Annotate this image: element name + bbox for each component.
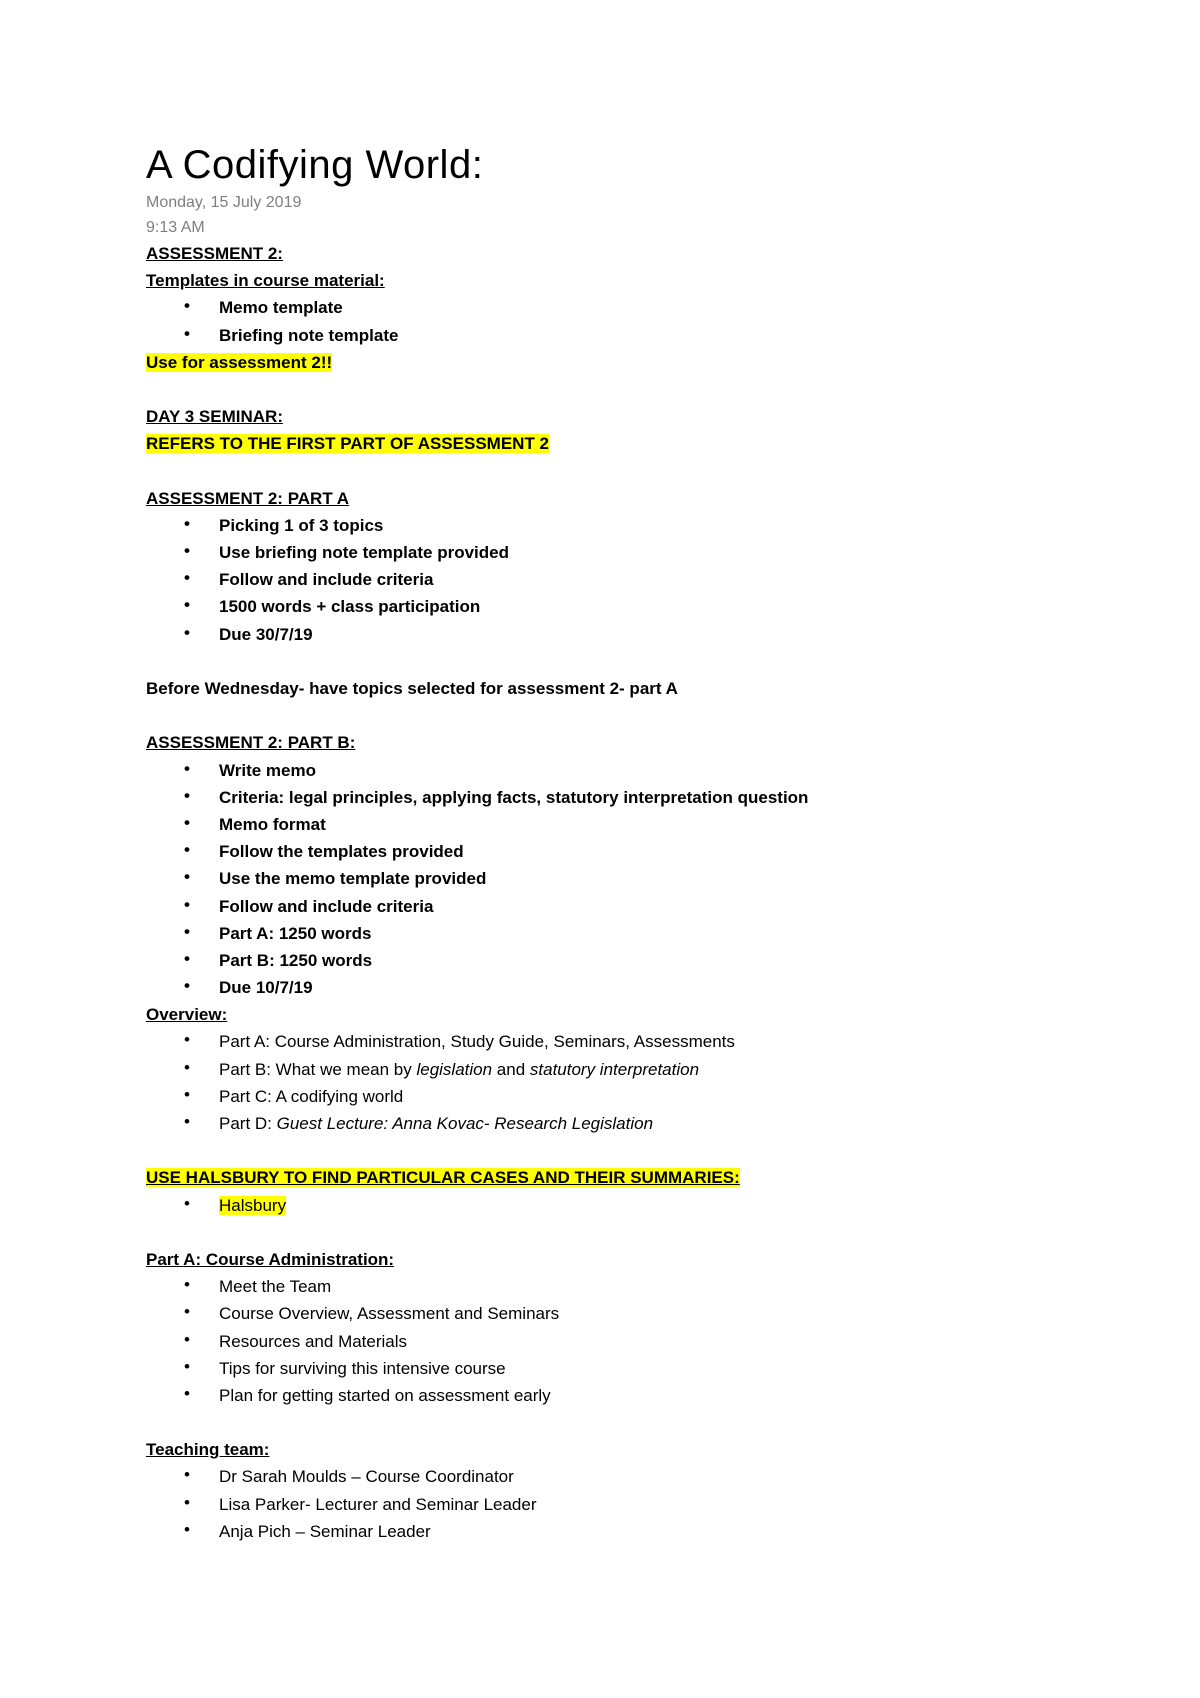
- list-item: • Follow and include criteria: [184, 894, 434, 916]
- list-item: • Use the memo template provided: [184, 867, 487, 889]
- part-b-list: [146, 757, 1146, 1002]
- course-admin-list: [146, 1273, 1146, 1409]
- spacer: [146, 1219, 1146, 1246]
- list-item: • Meet the Team: [184, 1275, 332, 1297]
- note-page: [146, 140, 1146, 1545]
- bullet-icon: •: [184, 568, 190, 588]
- bullet-icon: •: [184, 622, 190, 642]
- bullet-icon: •: [184, 1193, 190, 1213]
- bullet-icon: •: [184, 1030, 190, 1050]
- list-item: • Resources and Materials: [184, 1329, 408, 1351]
- list-item: • Criteria: legal principles, applying facts, statutory interpretation question: [184, 785, 809, 807]
- bullet-icon: •: [184, 812, 190, 832]
- bullet-icon: •: [184, 1492, 190, 1512]
- bullet-icon: •: [184, 1465, 190, 1485]
- templates-heading: Templates in course material:: [146, 271, 385, 291]
- teaching-team-list: [146, 1463, 1146, 1545]
- list-item: • Due 30/7/19: [184, 622, 313, 644]
- bullet-icon: •: [184, 1112, 190, 1131]
- bullet-icon: •: [184, 1356, 190, 1376]
- part-a-heading: ASSESSMENT 2: PART A: [146, 488, 350, 508]
- list-item: • Part B: What we mean by legislation and statutory interpretation: [184, 1057, 700, 1079]
- spacer: [146, 1137, 1146, 1164]
- list-item: • Course Overview, Assessment and Seminars: [184, 1302, 560, 1324]
- spacer: [146, 1409, 1146, 1436]
- note-date: Monday, 15 July 2019: [146, 194, 302, 211]
- spacer: [146, 376, 1146, 403]
- bullet-icon: •: [184, 1084, 190, 1104]
- overview-list: [146, 1028, 1146, 1137]
- bullet-icon: •: [184, 785, 190, 805]
- spacer: [146, 458, 1146, 485]
- list-item: • Memo format: [184, 812, 326, 834]
- bullet-icon: •: [184, 976, 190, 996]
- list-item: • Briefing note template: [184, 323, 399, 345]
- bullet-icon: •: [184, 541, 190, 561]
- spacer: [146, 702, 1146, 729]
- bullet-icon: •: [184, 867, 190, 887]
- assessment-2-heading: ASSESSMENT 2:: [146, 244, 283, 263]
- bullet-icon: •: [184, 296, 190, 316]
- list-item: • Tips for surviving this intensive course: [184, 1356, 506, 1378]
- bullet-icon: •: [184, 1383, 190, 1403]
- bullet-icon: •: [184, 840, 190, 860]
- list-item: • Write memo: [184, 758, 316, 780]
- bullet-icon: •: [184, 1302, 190, 1322]
- list-item: • Lisa Parker- Lecturer and Seminar Leader: [184, 1492, 537, 1514]
- bullet-icon: •: [184, 1057, 190, 1077]
- list-item: • Halsbury: [184, 1193, 287, 1215]
- list-item: • Part B: 1250 words: [184, 948, 373, 970]
- list-item: • Follow and include criteria: [184, 568, 434, 590]
- teaching-team-heading: Teaching team:: [146, 1440, 270, 1460]
- list-item: • Use briefing note template provided: [184, 541, 509, 563]
- list-item: • Follow the templates provided: [184, 840, 464, 862]
- bullet-icon: •: [184, 1519, 190, 1539]
- note-time: 9:13 AM: [146, 219, 205, 236]
- part-a-list: [146, 512, 1146, 648]
- bullet-icon: •: [184, 1275, 190, 1295]
- templates-list: [146, 294, 1146, 348]
- list-item: • Plan for getting started on assessment early: [184, 1383, 551, 1405]
- list-item: • Part D: Guest Lecture: Anna Kovac- Research Legislation: [184, 1112, 654, 1133]
- part-a-note: Before Wednesday- have topics selected for assessment 2- part A: [146, 679, 678, 698]
- list-item: • Part A: Course Administration, Study Guide, Seminars, Assessments: [184, 1030, 735, 1052]
- list-item: • Picking 1 of 3 topics: [184, 513, 384, 535]
- halsbury-list: [146, 1192, 1146, 1219]
- list-item: • Memo template: [184, 296, 343, 318]
- bullet-icon: •: [184, 894, 190, 914]
- bullet-icon: •: [184, 513, 190, 533]
- list-item: • Due 10/7/19: [184, 976, 313, 998]
- bullet-icon: •: [184, 595, 190, 615]
- bullet-icon: •: [184, 1329, 190, 1349]
- list-item: • 1500 words + class participation: [184, 595, 481, 617]
- spacer: [146, 648, 1146, 675]
- part-b-heading: ASSESSMENT 2: PART B:: [146, 733, 356, 753]
- list-item: • Part C: A codifying world: [184, 1084, 404, 1106]
- list-item: • Anja Pich – Seminar Leader: [184, 1519, 431, 1541]
- halsbury-heading: USE HALSBURY TO FIND PARTICULAR CASES AND THEIR SUMMARIES:: [146, 1168, 740, 1188]
- list-item: • Part A: 1250 words: [184, 921, 372, 943]
- day-3-note: REFERS TO THE FIRST PART OF ASSESSMENT 2: [146, 434, 550, 454]
- assessment-2-note: Use for assessment 2!!: [146, 352, 333, 372]
- overview-heading: Overview:: [146, 1005, 228, 1025]
- day-3-heading: DAY 3 SEMINAR:: [146, 407, 283, 427]
- course-admin-heading: Part A: Course Administration:: [146, 1249, 395, 1269]
- bullet-icon: •: [184, 948, 190, 968]
- bullet-icon: •: [184, 323, 190, 343]
- bullet-icon: •: [184, 921, 190, 941]
- page-title: A Codifying World:: [146, 143, 484, 187]
- bullet-icon: •: [184, 758, 190, 778]
- list-item: • Dr Sarah Moulds – Course Coordinator: [184, 1465, 514, 1487]
